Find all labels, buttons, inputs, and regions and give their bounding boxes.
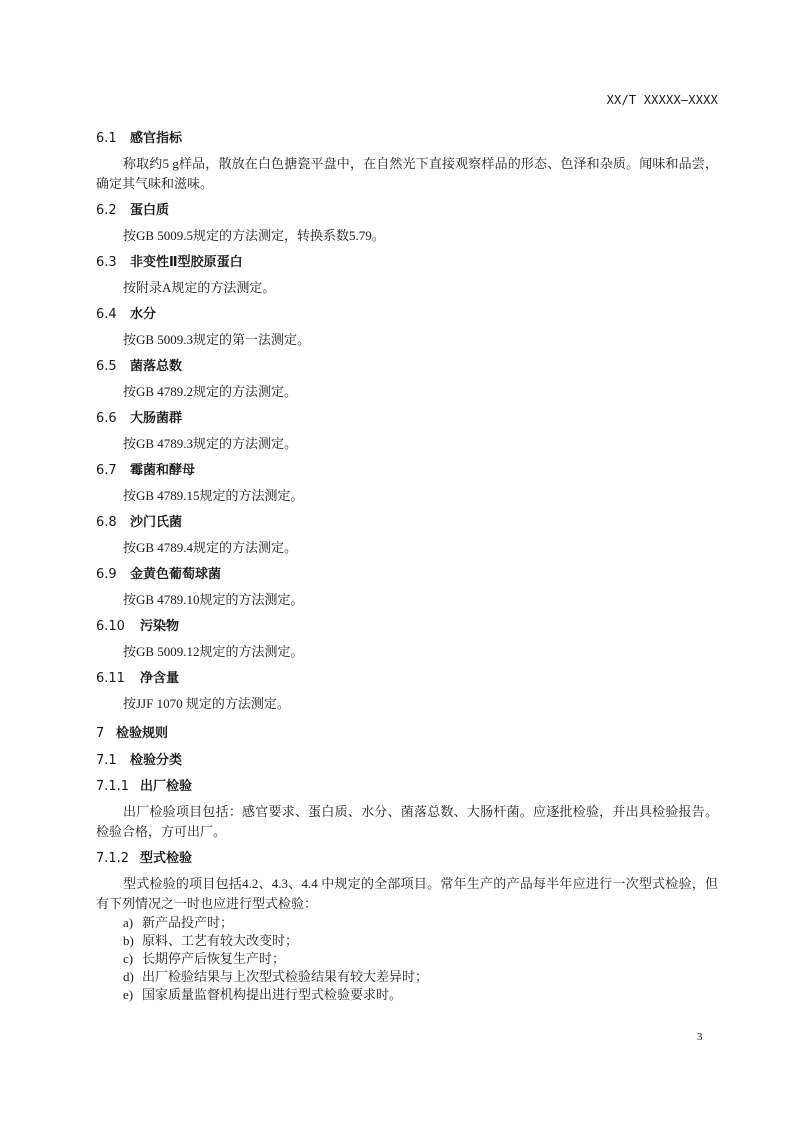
section-title: 感官指标 [130, 131, 183, 146]
section-title: 型式检验 [140, 851, 193, 866]
section-body-6-1: 称取约5 g样品，散放在白色搪瓷平盘中，在自然光下直接观察样品的形态、色泽和杂质。闻味和品尝，确定其气味和滋味。 [96, 156, 718, 191]
condition-list [96, 914, 718, 1004]
section-title: 净含量 [140, 671, 180, 686]
section-number: 6.9 [96, 567, 117, 582]
section-body-6-8: 按GB 4789.4规定的方法测定。 [123, 540, 298, 555]
section-heading-7-1-1 [96, 774, 718, 800]
section-number: 6.1 [96, 131, 117, 146]
section-heading-7-1-2 [96, 846, 718, 872]
page-number: 3 [697, 1031, 703, 1043]
list-item-text: 出厂检验结果与上次型式检验结果有较大差异时； [142, 969, 429, 984]
list-item-text: 长期停产后恢复生产时； [142, 951, 286, 966]
section-heading-6-6 [96, 406, 718, 432]
section-heading-6-1 [96, 126, 718, 152]
section-number: 7.1.2 [96, 851, 130, 866]
section-body-6-10: 按GB 5009.12规定的方法测定。 [123, 644, 304, 659]
section-title: 大肠菌群 [130, 411, 183, 426]
section-body-6-3: 按附录A规定的方法测定。 [123, 280, 276, 295]
list-item [96, 914, 718, 932]
section-body-7-1-1: 出厂检验项目包括：感官要求、蛋白质、水分、菌落总数、大肠杆菌。应逐批检验，并出具检验报告。检验合格，方可出厂。 [96, 804, 718, 839]
list-item [96, 932, 718, 950]
section-title: 非变性Ⅱ型胶原蛋白 [130, 255, 243, 270]
section-heading-6-11 [96, 666, 718, 692]
section-heading-6-8 [96, 510, 718, 536]
document-code-header: XX/T XXXXX—XXXX [606, 93, 718, 107]
section-heading-6-2 [96, 198, 718, 224]
list-item-text: 新产品投产时； [142, 915, 234, 930]
section-body-6-4: 按GB 5009.3规定的第一法测定。 [123, 332, 311, 347]
list-marker: e) [123, 987, 134, 1002]
document-body [96, 126, 718, 1004]
section-number: 6.4 [96, 307, 117, 322]
list-marker: d) [123, 969, 134, 984]
section-body-6-7: 按GB 4789.15规定的方法测定。 [123, 488, 304, 503]
chapter-number: 7 [96, 726, 105, 741]
section-number: 7.1 [96, 753, 117, 768]
section-body-6-9: 按GB 4789.10规定的方法测定。 [123, 592, 304, 607]
section-title: 检验分类 [130, 753, 183, 768]
section-number: 6.10 [96, 619, 125, 634]
section-heading-6-5 [96, 354, 718, 380]
section-body-6-5: 按GB 4789.2规定的方法测定。 [123, 384, 298, 399]
section-body-6-11: 按JJF 1070 规定的方法测定。 [123, 696, 290, 711]
section-number: 6.2 [96, 203, 117, 218]
section-title: 菌落总数 [130, 359, 183, 374]
section-number: 6.3 [96, 255, 117, 270]
list-item-text: 原料、工艺有较大改变时； [142, 933, 299, 948]
section-title: 出厂检验 [140, 779, 193, 794]
section-heading-6-3 [96, 250, 718, 276]
section-number: 6.8 [96, 515, 117, 530]
section-number: 6.6 [96, 411, 117, 426]
list-marker: b) [123, 933, 134, 948]
section-heading-6-9 [96, 562, 718, 588]
section-heading-7-1 [96, 748, 718, 774]
section-title: 蛋白质 [130, 203, 170, 218]
section-number: 6.11 [96, 671, 125, 686]
chapter-title: 检验规则 [116, 726, 169, 741]
section-body-6-6: 按GB 4789.3规定的方法测定。 [123, 436, 298, 451]
list-item [96, 968, 718, 986]
section-body-7-1-2: 型式检验的项目包括4.2、4.3、4.4 中规定的全部项目。常年生产的产品每半年应进行一次型式检验，但有下列情况之一时也应进行型式检验： [96, 876, 718, 911]
list-item [96, 950, 718, 968]
section-body-6-2: 按GB 5009.5规定的方法测定，转换系数5.79。 [123, 228, 385, 243]
section-number: 7.1.1 [96, 779, 130, 794]
section-title: 金黄色葡萄球菌 [130, 567, 222, 582]
section-heading-6-7 [96, 458, 718, 484]
section-title: 沙门氏菌 [130, 515, 183, 530]
list-item [96, 986, 718, 1004]
section-number: 6.7 [96, 463, 117, 478]
section-title: 霉菌和酵母 [130, 463, 196, 478]
section-number: 6.5 [96, 359, 117, 374]
list-marker: c) [123, 951, 134, 966]
section-heading-6-4 [96, 302, 718, 328]
section-title: 水分 [130, 307, 157, 322]
list-marker: a) [123, 915, 134, 930]
chapter-heading-7 [96, 720, 718, 748]
section-heading-6-10 [96, 614, 718, 640]
list-item-text: 国家质量监督机构提出进行型式检验要求时。 [142, 987, 403, 1002]
section-title: 污染物 [140, 619, 180, 634]
